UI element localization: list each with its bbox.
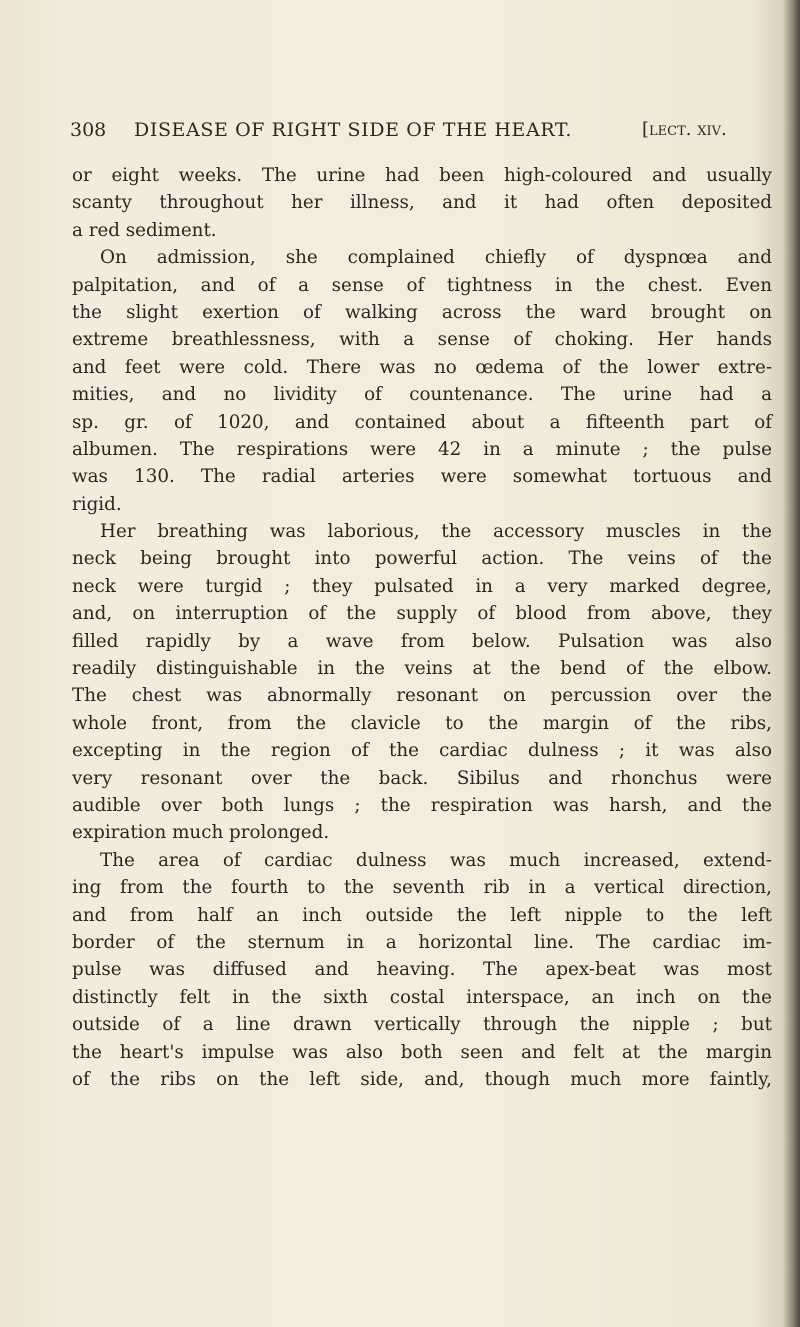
text-line: and feet were cold. There was no œdema of the lower extre- — [72, 356, 772, 378]
text-line: of the ribs on the left side, and, though much more faintly, — [72, 1068, 772, 1090]
text-line: border of the sternum in a horizontal line. The cardiac im- — [72, 931, 772, 953]
text-line: pulse was diffused and heaving. The apex-beat was most — [72, 959, 772, 981]
text-line: mities, and no lividity of countenance. The urine had a — [72, 384, 772, 406]
text-line: and from half an inch outside the left nipple to the left — [72, 904, 772, 926]
text-line: extreme breathlessness, with a sense of choking. Her hands — [72, 329, 772, 351]
text-line: and, on interruption of the supply of blood from above, they — [72, 603, 772, 625]
text-line: the slight exertion of walking across the ward brought on — [72, 301, 772, 323]
text-line: Her breathing was laborious, the accessory muscles in the — [100, 521, 772, 543]
text-line: distinctly felt in the sixth costal interspace, an inch on the — [72, 986, 772, 1008]
text-line: a red sediment. — [72, 219, 217, 241]
text-line: the heart's impulse was also both seen and felt at the margin — [72, 1041, 772, 1063]
text-line: filled rapidly by a wave from below. Pulsation was also — [72, 630, 772, 652]
text-line: or eight weeks. The urine had been high-coloured and usually — [72, 165, 772, 186]
text-line: The chest was abnormally resonant on percussion over the — [72, 685, 772, 707]
text-line: readily distinguishable in the veins at the bend of the elbow. — [72, 658, 772, 680]
page-edge-shadow — [782, 0, 800, 1327]
body-text — [72, 162, 772, 1093]
text-line: whole front, from the clavicle to the margin of the ribs, — [72, 712, 772, 734]
text-line: albumen. The respirations were 42 in a minute ; the pulse — [72, 438, 772, 460]
text-line: neck were turgid ; they pulsated in a very marked degree, — [72, 575, 772, 597]
text-line: ing from the fourth to the seventh rib in a vertical direction, — [72, 877, 772, 899]
lecture-reference: [lect. xiv. — [642, 119, 727, 140]
running-title: DISEASE OF RIGHT SIDE OF THE HEART. — [134, 119, 573, 141]
text-line: rigid. — [72, 493, 122, 515]
text-line: On admission, she complained chiefly of dyspnœa and — [100, 247, 772, 269]
text-line: expiration much prolonged. — [72, 822, 330, 844]
text-line: neck being brought into powerful action. The veins of the — [72, 548, 772, 570]
text-line: audible over both lungs ; the respiration was harsh, and the — [72, 794, 772, 816]
text-line: sp. gr. of 1020, and contained about a fifteenth part of — [72, 411, 772, 433]
text-line: was 130. The radial arteries were somewhat tortuous and — [72, 466, 772, 488]
text-line: excepting in the region of the cardiac dulness ; it was also — [72, 740, 772, 762]
text-line: palpitation, and of a sense of tightness in the chest. Even — [72, 274, 772, 296]
text-line: outside of a line drawn vertically through the nipple ; but — [72, 1014, 772, 1036]
page-number: 308 — [70, 119, 107, 141]
text-line: The area of cardiac dulness was much increased, extend- — [100, 849, 772, 871]
text-line: scanty throughout her illness, and it had often deposited — [72, 192, 772, 214]
text-line: very resonant over the back. Sibilus and rhonchus were — [72, 767, 772, 789]
page-header — [70, 119, 782, 147]
